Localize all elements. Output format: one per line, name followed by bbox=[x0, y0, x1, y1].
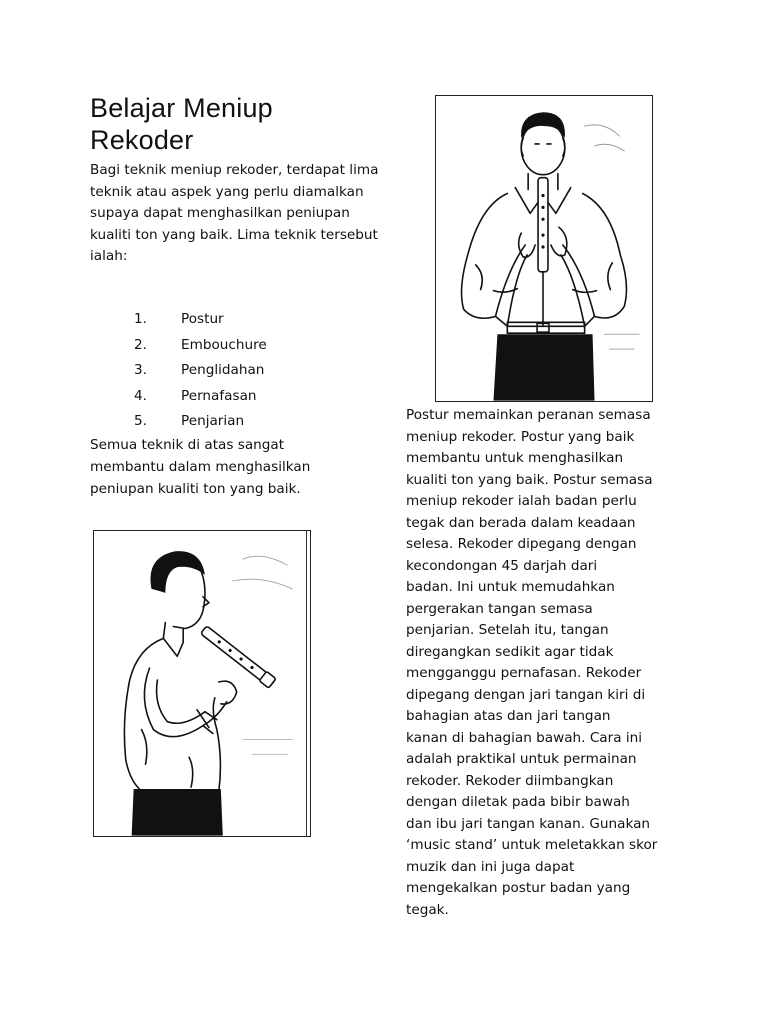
front-posture-illustration bbox=[435, 95, 653, 402]
item-label: Penglidahan bbox=[181, 362, 265, 378]
item-number: 5. bbox=[134, 413, 147, 429]
item-label: Embouchure bbox=[181, 336, 267, 353]
side-figure-drawing bbox=[94, 531, 310, 836]
item-label: Penjarian bbox=[181, 413, 245, 429]
text-line: meniup rekoder ialah badan perlu bbox=[406, 493, 637, 509]
item-number: 2. bbox=[134, 336, 147, 353]
text-line: dengan diletak pada bibir bawah bbox=[406, 794, 630, 810]
posture-paragraph bbox=[406, 405, 686, 921]
item-number: 3. bbox=[134, 362, 147, 378]
item-number: 1. bbox=[134, 311, 147, 327]
text-line: Postur memainkan peranan semasa bbox=[406, 407, 651, 423]
page-title bbox=[90, 92, 390, 156]
item-label: Pernafasan bbox=[181, 387, 257, 404]
item-label: Postur bbox=[181, 311, 224, 327]
text-line: kecondongan 45 darjah dari bbox=[406, 557, 598, 574]
text-line: kualiti ton yang baik. Postur semasa bbox=[406, 471, 653, 488]
intro-paragraph: Bagi teknik meniup rekoder, terdapat lima teknik atau aspek yang perlu diamalkan supaya dapat menghasilkan peniupan kualiti ton yang baik. Lima teknik tersebut ialah: bbox=[90, 162, 379, 264]
text-line: badan. Ini untuk memudahkan bbox=[406, 579, 615, 595]
text-line: ‘music stand’ untuk meletakkan skor bbox=[406, 837, 658, 853]
list-item bbox=[90, 409, 370, 435]
text-line: rekoder. Rekoder diimbangkan bbox=[406, 772, 614, 789]
list-item bbox=[90, 333, 370, 359]
text-line: pergerakan tangan semasa bbox=[406, 600, 593, 617]
closing-paragraph: Semua teknik di atas sangat membantu dalam menghasilkan peniupan kualiti ton yang baik. bbox=[90, 437, 311, 497]
text-line: dan ibu jari tangan kanan. Gunakan bbox=[406, 815, 651, 832]
text-line: meniup rekoder. Postur yang baik bbox=[406, 428, 635, 445]
text-line: bahagian atas dan jari tangan bbox=[406, 708, 611, 724]
text-line: selesa. Rekoder dipegang dengan bbox=[406, 536, 637, 552]
figure-frame-edge bbox=[306, 531, 307, 836]
list-item bbox=[90, 384, 370, 410]
text-line: membantu untuk menghasilkan bbox=[406, 450, 624, 466]
list-item bbox=[90, 307, 370, 333]
text-line: muzik dan ini juga dapat bbox=[406, 858, 575, 875]
text-line: dipegang dengan jari tangan kiri di bbox=[406, 686, 646, 703]
text-line: tegak. bbox=[406, 901, 449, 918]
text-line: tegak dan berada dalam keadaan bbox=[406, 514, 636, 531]
text-line: mengekalkan postur badan yang bbox=[406, 880, 631, 896]
technique-list bbox=[90, 307, 370, 435]
text-line: mengganggu pernafasan. Rekoder bbox=[406, 665, 642, 681]
front-figure-drawing bbox=[436, 96, 652, 401]
item-number: 4. bbox=[134, 387, 147, 404]
text-line: diregangkan sedikit agar tidak bbox=[406, 643, 614, 660]
text-line: kanan di bahagian bawah. Cara ini bbox=[406, 729, 643, 746]
title-line-2: Rekoder bbox=[90, 125, 194, 155]
text-line: penjarian. Setelah itu, tangan bbox=[406, 622, 609, 638]
list-item bbox=[90, 358, 370, 384]
title-line-1: Belajar Meniup bbox=[90, 93, 273, 123]
text-line: adalah praktikal untuk permainan bbox=[406, 751, 637, 767]
side-posture-illustration bbox=[93, 530, 311, 837]
